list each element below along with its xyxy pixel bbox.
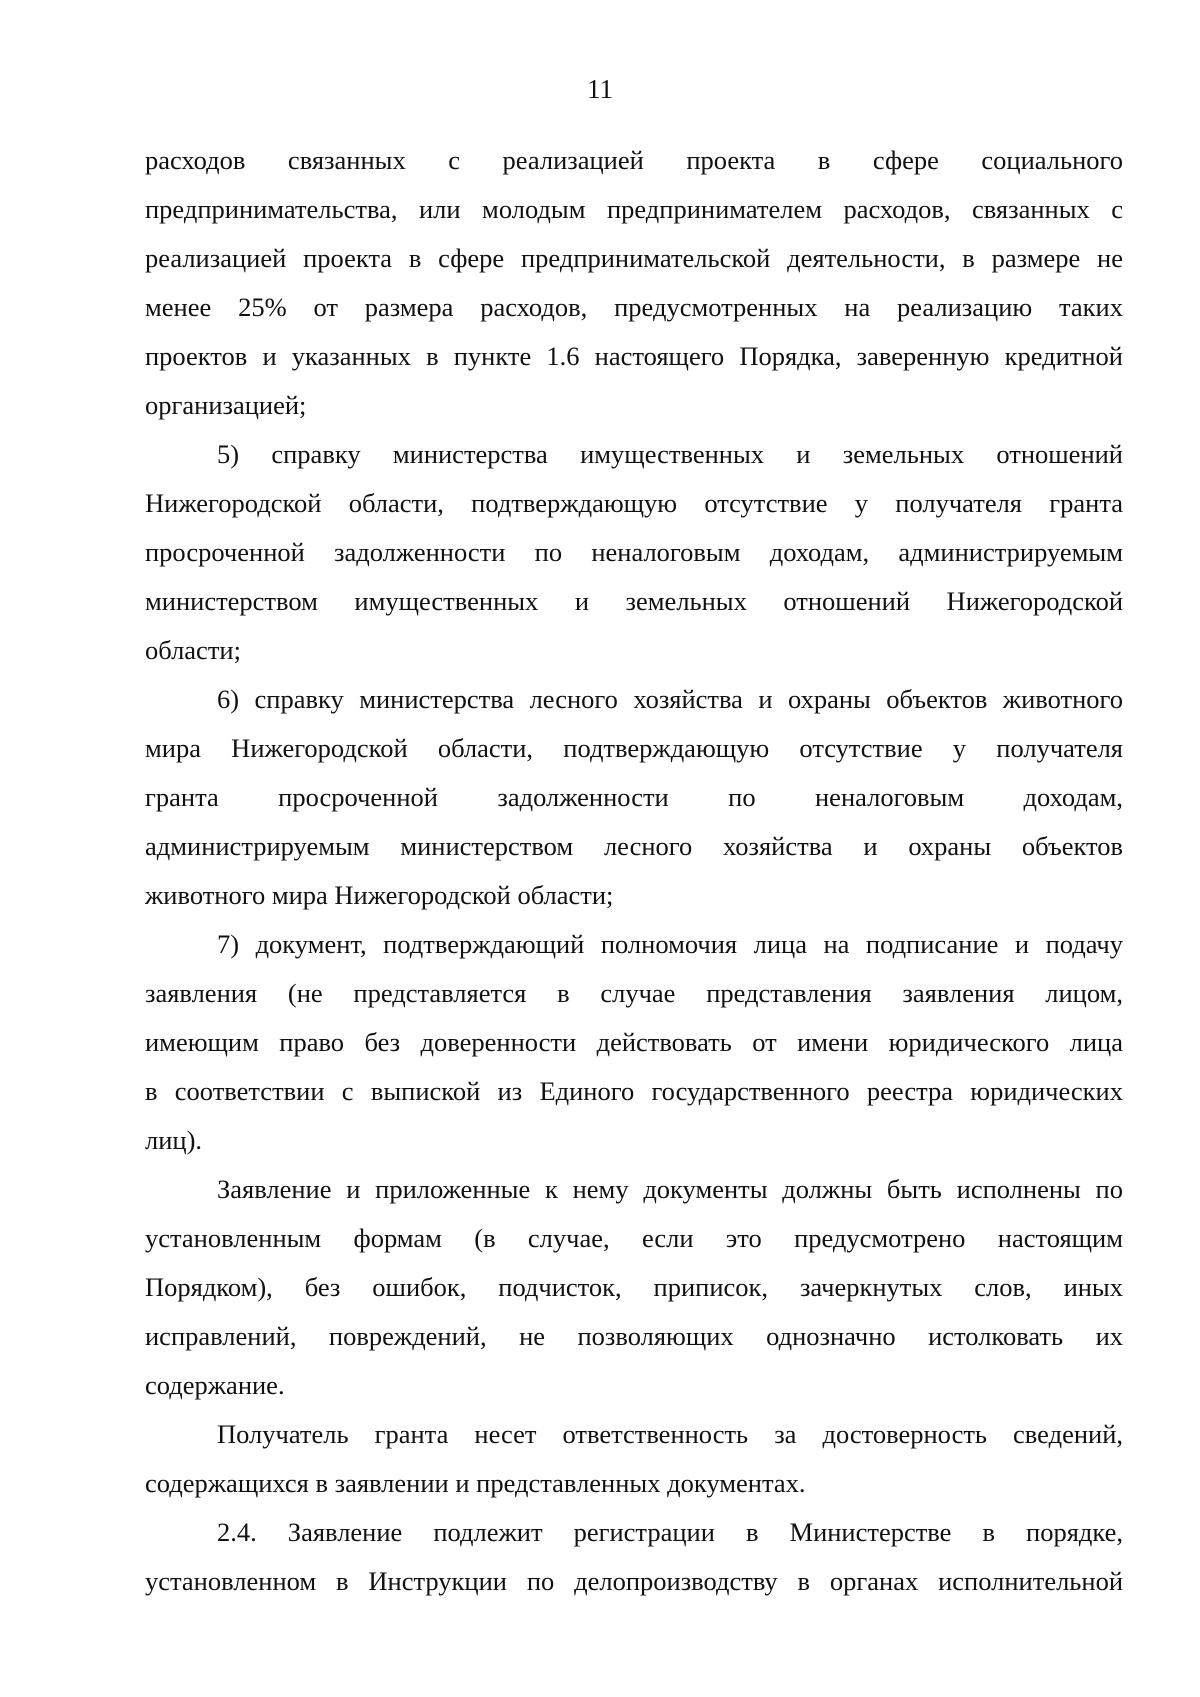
text-line: заявления (не представляется в случае представления заявления лицом, (145, 978, 1123, 1008)
text-line: расходов связанных с реализацией проекта в сфере социального (145, 145, 1123, 175)
text-line: 6) справку министерства лесного хозяйства и охраны объектов животного (217, 684, 1123, 714)
text-line: области; (145, 635, 241, 665)
text-line: мира Нижегородской области, подтверждающую отсутствие у получателя (145, 733, 1123, 763)
text-line: 2.4. Заявление подлежит регистрации в Министерстве в порядке, (217, 1517, 1123, 1547)
text-line: просроченной задолженности по неналоговым доходам, администрируемым (145, 537, 1123, 567)
text-line: предпринимательства, или молодым предпринимателем расходов, связанных с (145, 194, 1123, 224)
text-line: администрируемым министерством лесного хозяйства и охраны объектов (145, 831, 1123, 861)
text-line: имеющим право без доверенности действовать от имени юридического лица (145, 1027, 1123, 1057)
text-line: содержание. (145, 1370, 285, 1400)
text-line: исправлений, повреждений, не позволяющих однозначно истолковать их (145, 1321, 1123, 1351)
text-line: реализацией проекта в сфере предпринимательской деятельности, в размере не (145, 243, 1123, 273)
text-line: Заявление и приложенные к нему документы должны быть исполнены по (217, 1174, 1123, 1204)
page-number: 11 (587, 74, 613, 104)
text-line: в соответствии с выпиской из Единого государственного реестра юридических (145, 1076, 1123, 1106)
text-line: менее 25% от размера расходов, предусмотренных на реализацию таких (145, 292, 1123, 322)
text-line: установленным формам (в случае, если это предусмотрено настоящим (145, 1223, 1123, 1253)
text-line: содержащихся в заявлении и представленных документах. (145, 1468, 806, 1498)
text-line: животного мира Нижегородской области; (145, 880, 614, 910)
text-line: Получатель гранта несет ответственность за достоверность сведений, (217, 1419, 1123, 1449)
text-line: организацией; (145, 390, 307, 420)
text-line: лиц). (145, 1125, 203, 1155)
text-line: гранта просроченной задолженности по неналоговым доходам, (145, 782, 1123, 812)
document-body (145, 136, 1123, 1606)
text-line: 7) документ, подтверждающий полномочия лица на подписание и подачу (217, 929, 1123, 959)
text-line: Нижегородской области, подтверждающую отсутствие у получателя гранта (145, 488, 1123, 518)
text-line: установленном в Инструкции по делопроизводству в органах исполнительной (145, 1566, 1123, 1596)
text-line: министерством имущественных и земельных отношений Нижегородской (145, 586, 1123, 616)
text-line: проектов и указанных в пункте 1.6 настоящего Порядка, заверенную кредитной (145, 341, 1123, 371)
text-line: Порядком), без ошибок, подчисток, приписок, зачеркнутых слов, иных (145, 1272, 1123, 1302)
text-line: 5) справку министерства имущественных и земельных отношений (217, 439, 1123, 469)
